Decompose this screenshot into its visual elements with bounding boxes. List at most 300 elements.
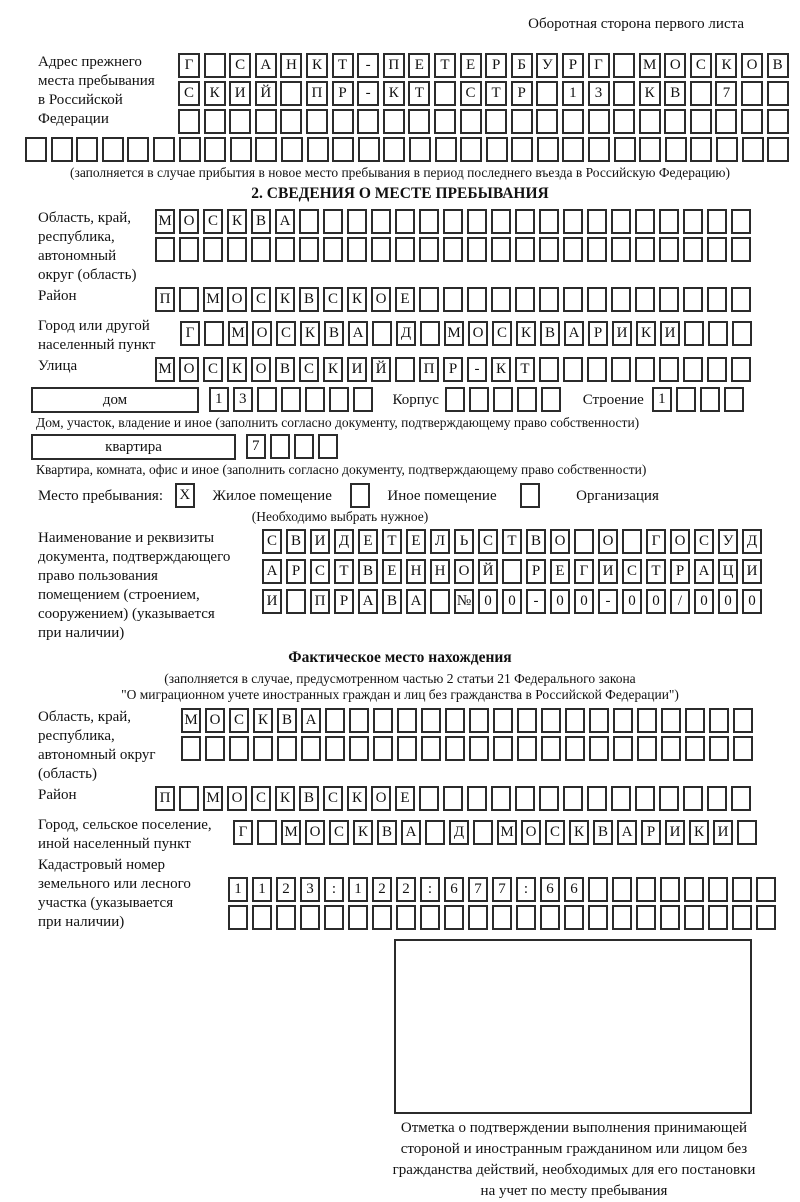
char-cell[interactable] bbox=[323, 209, 343, 234]
char-cell[interactable] bbox=[563, 786, 583, 811]
char-cell[interactable] bbox=[741, 81, 763, 106]
char-cell[interactable] bbox=[332, 109, 354, 134]
char-cell[interactable] bbox=[227, 237, 247, 262]
char-cell[interactable]: О bbox=[521, 820, 541, 845]
char-cell[interactable]: Ц bbox=[718, 559, 738, 584]
char-cell[interactable]: П bbox=[419, 357, 439, 382]
char-cell[interactable] bbox=[467, 786, 487, 811]
char-cell[interactable] bbox=[539, 209, 559, 234]
char-cell[interactable]: К bbox=[347, 287, 367, 312]
char-cell[interactable]: В bbox=[324, 321, 344, 346]
char-cell[interactable]: К bbox=[253, 708, 273, 733]
char-cell[interactable]: Т bbox=[502, 529, 522, 554]
char-cell[interactable] bbox=[707, 287, 727, 312]
char-cell[interactable] bbox=[395, 357, 415, 382]
char-cell[interactable] bbox=[742, 137, 764, 162]
char-cell[interactable] bbox=[613, 109, 635, 134]
char-cell[interactable] bbox=[467, 287, 487, 312]
char-cell[interactable]: Г bbox=[574, 559, 594, 584]
char-cell[interactable]: Д bbox=[449, 820, 469, 845]
char-cell[interactable]: 2 bbox=[372, 877, 392, 902]
char-cell[interactable]: О bbox=[179, 209, 199, 234]
char-cell[interactable] bbox=[715, 109, 737, 134]
char-cell[interactable] bbox=[228, 905, 248, 930]
char-cell[interactable]: И bbox=[310, 529, 330, 554]
char-cell[interactable] bbox=[515, 287, 535, 312]
char-cell[interactable] bbox=[444, 905, 464, 930]
char-cell[interactable] bbox=[563, 209, 583, 234]
char-cell[interactable] bbox=[443, 786, 463, 811]
cadastral-row-1[interactable] bbox=[228, 877, 780, 902]
char-cell[interactable] bbox=[611, 287, 631, 312]
char-cell[interactable]: Г bbox=[233, 820, 253, 845]
char-cell[interactable] bbox=[588, 905, 608, 930]
char-cell[interactable]: Е bbox=[395, 287, 415, 312]
char-cell[interactable] bbox=[636, 905, 656, 930]
char-cell[interactable]: Й bbox=[255, 81, 277, 106]
char-cell[interactable] bbox=[731, 287, 751, 312]
char-cell[interactable] bbox=[491, 287, 511, 312]
char-cell[interactable] bbox=[587, 357, 607, 382]
checkbox-residential[interactable]: X bbox=[175, 483, 195, 508]
char-cell[interactable]: Т bbox=[382, 529, 402, 554]
char-cell[interactable] bbox=[664, 109, 686, 134]
char-cell[interactable] bbox=[181, 736, 201, 761]
char-cell[interactable] bbox=[732, 321, 752, 346]
char-cell[interactable]: 6 bbox=[564, 877, 584, 902]
char-cell[interactable] bbox=[301, 736, 321, 761]
char-cell[interactable] bbox=[230, 137, 252, 162]
char-cell[interactable] bbox=[204, 109, 226, 134]
char-cell[interactable]: О bbox=[227, 287, 247, 312]
char-cell[interactable]: П bbox=[306, 81, 328, 106]
char-cell[interactable] bbox=[685, 708, 705, 733]
char-cell[interactable] bbox=[563, 237, 583, 262]
char-cell[interactable] bbox=[731, 237, 751, 262]
char-cell[interactable] bbox=[731, 209, 751, 234]
char-cell[interactable]: - bbox=[598, 589, 618, 614]
char-cell[interactable] bbox=[252, 905, 272, 930]
char-cell[interactable] bbox=[305, 387, 325, 412]
char-cell[interactable] bbox=[683, 209, 703, 234]
char-cell[interactable]: Т bbox=[334, 559, 354, 584]
char-cell[interactable] bbox=[434, 81, 456, 106]
char-cell[interactable]: М bbox=[639, 53, 661, 78]
char-cell[interactable]: К bbox=[383, 81, 405, 106]
char-cell[interactable] bbox=[281, 137, 303, 162]
char-cell[interactable]: : bbox=[324, 877, 344, 902]
char-cell[interactable] bbox=[622, 529, 642, 554]
char-cell[interactable] bbox=[708, 321, 728, 346]
cadastral-row-2[interactable] bbox=[228, 905, 780, 930]
char-cell[interactable]: Г bbox=[180, 321, 200, 346]
char-cell[interactable] bbox=[323, 237, 343, 262]
char-cell[interactable]: Р bbox=[511, 81, 533, 106]
char-cell[interactable]: 0 bbox=[646, 589, 666, 614]
char-cell[interactable] bbox=[756, 877, 776, 902]
char-cell[interactable] bbox=[611, 237, 631, 262]
char-cell[interactable] bbox=[491, 209, 511, 234]
char-cell[interactable]: Т bbox=[408, 81, 430, 106]
char-cell[interactable] bbox=[517, 736, 537, 761]
char-cell[interactable] bbox=[469, 736, 489, 761]
house-cells[interactable] bbox=[209, 387, 377, 412]
char-cell[interactable] bbox=[395, 237, 415, 262]
char-cell[interactable] bbox=[251, 237, 271, 262]
char-cell[interactable] bbox=[732, 905, 752, 930]
char-cell[interactable]: Р bbox=[641, 820, 661, 845]
char-cell[interactable]: С bbox=[310, 559, 330, 584]
char-cell[interactable]: С bbox=[694, 529, 714, 554]
char-cell[interactable] bbox=[255, 137, 277, 162]
char-cell[interactable] bbox=[639, 109, 661, 134]
char-cell[interactable] bbox=[179, 237, 199, 262]
char-cell[interactable] bbox=[563, 287, 583, 312]
char-cell[interactable]: А bbox=[564, 321, 584, 346]
char-cell[interactable]: О bbox=[305, 820, 325, 845]
char-cell[interactable]: Е bbox=[358, 529, 378, 554]
char-cell[interactable] bbox=[420, 905, 440, 930]
char-cell[interactable]: Р bbox=[334, 589, 354, 614]
char-cell[interactable]: 0 bbox=[718, 589, 738, 614]
char-cell[interactable]: Т bbox=[332, 53, 354, 78]
char-cell[interactable] bbox=[708, 877, 728, 902]
char-cell[interactable] bbox=[286, 589, 306, 614]
char-cell[interactable] bbox=[396, 905, 416, 930]
char-cell[interactable]: М bbox=[203, 786, 223, 811]
char-cell[interactable]: И bbox=[347, 357, 367, 382]
prev-address-row-3[interactable] bbox=[178, 109, 792, 134]
actual-district-row[interactable] bbox=[155, 786, 755, 811]
char-cell[interactable] bbox=[587, 786, 607, 811]
char-cell[interactable] bbox=[756, 905, 776, 930]
char-cell[interactable] bbox=[562, 109, 584, 134]
char-cell[interactable] bbox=[541, 708, 561, 733]
char-cell[interactable] bbox=[373, 708, 393, 733]
actual-city-row[interactable] bbox=[233, 820, 761, 845]
char-cell[interactable]: К bbox=[689, 820, 709, 845]
char-cell[interactable] bbox=[611, 786, 631, 811]
char-cell[interactable] bbox=[516, 905, 536, 930]
char-cell[interactable] bbox=[421, 736, 441, 761]
char-cell[interactable]: О bbox=[598, 529, 618, 554]
char-cell[interactable] bbox=[395, 209, 415, 234]
char-cell[interactable] bbox=[493, 736, 513, 761]
char-cell[interactable] bbox=[332, 137, 354, 162]
char-cell[interactable]: У bbox=[536, 53, 558, 78]
char-cell[interactable] bbox=[372, 321, 392, 346]
char-cell[interactable] bbox=[468, 905, 488, 930]
char-cell[interactable]: Т bbox=[434, 53, 456, 78]
char-cell[interactable] bbox=[419, 287, 439, 312]
char-cell[interactable] bbox=[329, 387, 349, 412]
char-cell[interactable] bbox=[25, 137, 47, 162]
char-cell[interactable] bbox=[709, 708, 729, 733]
char-cell[interactable] bbox=[684, 877, 704, 902]
char-cell[interactable]: 7 bbox=[715, 81, 737, 106]
char-cell[interactable]: 1 bbox=[652, 387, 672, 412]
char-cell[interactable]: К bbox=[323, 357, 343, 382]
char-cell[interactable] bbox=[733, 708, 753, 733]
char-cell[interactable] bbox=[493, 708, 513, 733]
char-cell[interactable] bbox=[491, 786, 511, 811]
char-cell[interactable] bbox=[485, 109, 507, 134]
char-cell[interactable]: М bbox=[203, 287, 223, 312]
char-cell[interactable] bbox=[203, 237, 223, 262]
actual-region-row-1[interactable] bbox=[181, 708, 757, 733]
document-row-2[interactable] bbox=[262, 559, 766, 584]
char-cell[interactable] bbox=[255, 109, 277, 134]
char-cell[interactable]: И bbox=[665, 820, 685, 845]
char-cell[interactable] bbox=[473, 820, 493, 845]
char-cell[interactable] bbox=[324, 905, 344, 930]
char-cell[interactable] bbox=[536, 109, 558, 134]
char-cell[interactable] bbox=[491, 237, 511, 262]
char-cell[interactable]: 0 bbox=[502, 589, 522, 614]
char-cell[interactable] bbox=[683, 357, 703, 382]
char-cell[interactable] bbox=[613, 53, 635, 78]
char-cell[interactable] bbox=[325, 708, 345, 733]
char-cell[interactable] bbox=[741, 109, 763, 134]
char-cell[interactable] bbox=[565, 736, 585, 761]
char-cell[interactable] bbox=[397, 708, 417, 733]
char-cell[interactable]: И bbox=[713, 820, 733, 845]
char-cell[interactable]: В bbox=[767, 53, 789, 78]
char-cell[interactable] bbox=[469, 708, 489, 733]
char-cell[interactable] bbox=[445, 736, 465, 761]
char-cell[interactable]: О bbox=[227, 786, 247, 811]
char-cell[interactable]: 0 bbox=[478, 589, 498, 614]
char-cell[interactable] bbox=[357, 109, 379, 134]
char-cell[interactable] bbox=[419, 237, 439, 262]
char-cell[interactable] bbox=[716, 137, 738, 162]
char-cell[interactable] bbox=[636, 877, 656, 902]
char-cell[interactable]: О bbox=[252, 321, 272, 346]
char-cell[interactable]: С bbox=[492, 321, 512, 346]
char-cell[interactable]: 7 bbox=[468, 877, 488, 902]
char-cell[interactable] bbox=[708, 905, 728, 930]
char-cell[interactable]: К bbox=[275, 287, 295, 312]
char-cell[interactable] bbox=[419, 209, 439, 234]
char-cell[interactable] bbox=[588, 109, 610, 134]
char-cell[interactable]: О bbox=[664, 53, 686, 78]
char-cell[interactable]: О bbox=[550, 529, 570, 554]
char-cell[interactable]: В bbox=[251, 209, 271, 234]
char-cell[interactable]: 1 bbox=[252, 877, 272, 902]
char-cell[interactable] bbox=[179, 287, 199, 312]
char-cell[interactable]: М bbox=[155, 357, 175, 382]
char-cell[interactable] bbox=[684, 321, 704, 346]
char-cell[interactable] bbox=[102, 137, 124, 162]
char-cell[interactable] bbox=[539, 357, 559, 382]
char-cell[interactable]: Н bbox=[406, 559, 426, 584]
char-cell[interactable]: К bbox=[353, 820, 373, 845]
char-cell[interactable] bbox=[707, 786, 727, 811]
char-cell[interactable] bbox=[280, 81, 302, 106]
char-cell[interactable] bbox=[420, 321, 440, 346]
char-cell[interactable]: В bbox=[593, 820, 613, 845]
char-cell[interactable]: А bbox=[358, 589, 378, 614]
char-cell[interactable] bbox=[676, 387, 696, 412]
char-cell[interactable] bbox=[731, 786, 751, 811]
char-cell[interactable]: 0 bbox=[574, 589, 594, 614]
char-cell[interactable] bbox=[539, 786, 559, 811]
char-cell[interactable]: К bbox=[491, 357, 511, 382]
char-cell[interactable]: М bbox=[228, 321, 248, 346]
char-cell[interactable] bbox=[661, 736, 681, 761]
district-row[interactable] bbox=[155, 287, 755, 312]
char-cell[interactable] bbox=[467, 209, 487, 234]
char-cell[interactable]: С bbox=[478, 529, 498, 554]
char-cell[interactable] bbox=[732, 877, 752, 902]
char-cell[interactable] bbox=[408, 109, 430, 134]
char-cell[interactable]: В bbox=[664, 81, 686, 106]
char-cell[interactable] bbox=[563, 357, 583, 382]
char-cell[interactable]: - bbox=[357, 81, 379, 106]
char-cell[interactable]: А bbox=[617, 820, 637, 845]
char-cell[interactable]: 2 bbox=[276, 877, 296, 902]
char-cell[interactable]: Д bbox=[334, 529, 354, 554]
char-cell[interactable]: 1 bbox=[562, 81, 584, 106]
char-cell[interactable] bbox=[660, 905, 680, 930]
char-cell[interactable] bbox=[683, 237, 703, 262]
char-cell[interactable]: О bbox=[371, 287, 391, 312]
char-cell[interactable]: Й bbox=[478, 559, 498, 584]
char-cell[interactable] bbox=[635, 287, 655, 312]
char-cell[interactable] bbox=[445, 708, 465, 733]
checkbox-other-premises[interactable] bbox=[350, 483, 370, 508]
char-cell[interactable] bbox=[737, 820, 757, 845]
char-cell[interactable]: В bbox=[358, 559, 378, 584]
char-cell[interactable]: А bbox=[401, 820, 421, 845]
char-cell[interactable] bbox=[659, 357, 679, 382]
char-cell[interactable] bbox=[204, 53, 226, 78]
char-cell[interactable] bbox=[371, 209, 391, 234]
char-cell[interactable] bbox=[353, 387, 373, 412]
char-cell[interactable]: С bbox=[178, 81, 200, 106]
char-cell[interactable]: Д bbox=[742, 529, 762, 554]
char-cell[interactable]: 6 bbox=[540, 877, 560, 902]
char-cell[interactable]: Р bbox=[332, 81, 354, 106]
char-cell[interactable] bbox=[155, 237, 175, 262]
char-cell[interactable]: А bbox=[301, 708, 321, 733]
city-row[interactable] bbox=[180, 321, 756, 346]
char-cell[interactable] bbox=[589, 736, 609, 761]
char-cell[interactable] bbox=[443, 287, 463, 312]
char-cell[interactable]: Р bbox=[588, 321, 608, 346]
char-cell[interactable]: 7 bbox=[492, 877, 512, 902]
char-cell[interactable] bbox=[707, 209, 727, 234]
char-cell[interactable]: Д bbox=[396, 321, 416, 346]
char-cell[interactable] bbox=[635, 237, 655, 262]
prev-address-row-2[interactable] bbox=[178, 81, 792, 106]
char-cell[interactable] bbox=[348, 905, 368, 930]
char-cell[interactable] bbox=[612, 877, 632, 902]
char-cell[interactable]: В bbox=[286, 529, 306, 554]
char-cell[interactable] bbox=[435, 137, 457, 162]
char-cell[interactable] bbox=[541, 736, 561, 761]
char-cell[interactable] bbox=[492, 905, 512, 930]
char-cell[interactable] bbox=[659, 287, 679, 312]
char-cell[interactable]: Р bbox=[443, 357, 463, 382]
char-cell[interactable]: Р bbox=[526, 559, 546, 584]
char-cell[interactable]: А bbox=[262, 559, 282, 584]
char-cell[interactable] bbox=[51, 137, 73, 162]
char-cell[interactable]: С bbox=[251, 287, 271, 312]
char-cell[interactable]: Н bbox=[280, 53, 302, 78]
char-cell[interactable]: П bbox=[383, 53, 405, 78]
char-cell[interactable]: О bbox=[371, 786, 391, 811]
korpus-cells[interactable] bbox=[445, 387, 565, 412]
char-cell[interactable]: 7 bbox=[246, 434, 266, 459]
char-cell[interactable] bbox=[347, 237, 367, 262]
char-cell[interactable]: Т bbox=[515, 357, 535, 382]
char-cell[interactable]: 0 bbox=[742, 589, 762, 614]
char-cell[interactable] bbox=[709, 736, 729, 761]
char-cell[interactable] bbox=[635, 357, 655, 382]
char-cell[interactable]: Е bbox=[460, 53, 482, 78]
char-cell[interactable] bbox=[205, 736, 225, 761]
char-cell[interactable] bbox=[539, 287, 559, 312]
char-cell[interactable]: М bbox=[444, 321, 464, 346]
char-cell[interactable] bbox=[541, 387, 561, 412]
char-cell[interactable] bbox=[300, 905, 320, 930]
char-cell[interactable] bbox=[409, 137, 431, 162]
char-cell[interactable]: / bbox=[670, 589, 690, 614]
char-cell[interactable]: С bbox=[203, 209, 223, 234]
char-cell[interactable]: - bbox=[357, 53, 379, 78]
char-cell[interactable] bbox=[281, 387, 301, 412]
char-cell[interactable]: К bbox=[227, 357, 247, 382]
char-cell[interactable] bbox=[421, 708, 441, 733]
char-cell[interactable] bbox=[659, 209, 679, 234]
char-cell[interactable]: - bbox=[526, 589, 546, 614]
char-cell[interactable]: Е bbox=[406, 529, 426, 554]
char-cell[interactable] bbox=[562, 137, 584, 162]
char-cell[interactable] bbox=[204, 137, 226, 162]
char-cell[interactable] bbox=[204, 321, 224, 346]
char-cell[interactable]: 0 bbox=[694, 589, 714, 614]
char-cell[interactable]: О bbox=[205, 708, 225, 733]
char-cell[interactable] bbox=[373, 736, 393, 761]
char-cell[interactable]: О bbox=[468, 321, 488, 346]
char-cell[interactable]: С bbox=[329, 820, 349, 845]
char-cell[interactable]: С bbox=[323, 786, 343, 811]
char-cell[interactable]: Г bbox=[646, 529, 666, 554]
char-cell[interactable] bbox=[635, 786, 655, 811]
char-cell[interactable] bbox=[127, 137, 149, 162]
char-cell[interactable]: М bbox=[281, 820, 301, 845]
apartment-cells[interactable] bbox=[246, 434, 342, 459]
char-cell[interactable] bbox=[443, 209, 463, 234]
char-cell[interactable] bbox=[383, 109, 405, 134]
char-cell[interactable]: С bbox=[545, 820, 565, 845]
char-cell[interactable]: М bbox=[181, 708, 201, 733]
char-cell[interactable]: К bbox=[227, 209, 247, 234]
char-cell[interactable] bbox=[639, 137, 661, 162]
char-cell[interactable]: К bbox=[715, 53, 737, 78]
char-cell[interactable]: 0 bbox=[550, 589, 570, 614]
char-cell[interactable] bbox=[659, 786, 679, 811]
char-cell[interactable]: : bbox=[516, 877, 536, 902]
char-cell[interactable]: В bbox=[377, 820, 397, 845]
char-cell[interactable]: И bbox=[229, 81, 251, 106]
char-cell[interactable] bbox=[611, 357, 631, 382]
char-cell[interactable] bbox=[515, 786, 535, 811]
char-cell[interactable] bbox=[277, 736, 297, 761]
char-cell[interactable] bbox=[306, 109, 328, 134]
char-cell[interactable] bbox=[469, 387, 489, 412]
